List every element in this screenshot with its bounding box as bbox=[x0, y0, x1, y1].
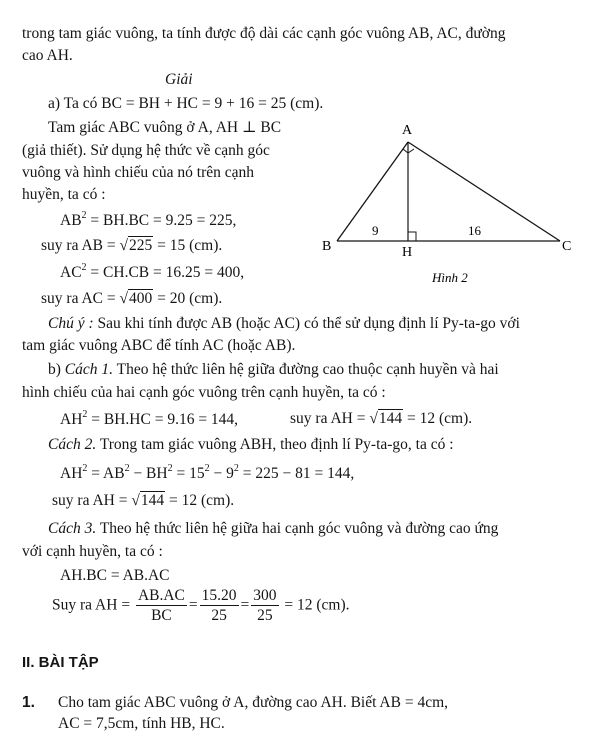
cach1-result bbox=[290, 409, 472, 428]
ab-sq-lhs: AB bbox=[60, 212, 82, 229]
exponent: 2 bbox=[81, 210, 87, 221]
exponent: 2 bbox=[82, 409, 88, 420]
cach2-text: Trong tam giác vuông ABH, theo định lí Py-ta-go, ta có : bbox=[96, 436, 454, 453]
para1-line-1: Tam giác ABC vuông ở A, AH ⊥ BC bbox=[48, 119, 282, 136]
ab-sq-rhs: = BH.BC = 9.25 = 225, bbox=[86, 212, 237, 229]
vertex-a-label: A bbox=[402, 123, 413, 138]
c2-result-post: = 12 (cm). bbox=[165, 492, 235, 509]
exponent: 2 bbox=[124, 463, 130, 474]
ab-result bbox=[41, 236, 222, 255]
vertex-c-label: C bbox=[562, 239, 572, 254]
ab-result-post: = 15 (cm). bbox=[153, 237, 223, 254]
ac-sq-rhs: = CH.CB = 16.25 = 400, bbox=[86, 264, 245, 281]
ac-radicand: 400 bbox=[129, 290, 153, 307]
cach1-equation bbox=[60, 409, 238, 429]
part-a-line: a) Ta có BC = BH + HC = 9 + 16 = 25 (cm). bbox=[48, 95, 324, 112]
exercises-heading: II. BÀI TẬP bbox=[22, 654, 99, 671]
part-b-prefix: b) bbox=[48, 361, 65, 378]
cach1-label: Cách 1. bbox=[64, 361, 114, 378]
cach3-text: Theo hệ thức liên hệ giữa hai cạnh góc vuông và đường cao ứng bbox=[96, 520, 499, 537]
c3-result-pre: Suy ra AH = bbox=[52, 596, 134, 614]
c1-radicand: 144 bbox=[378, 410, 403, 427]
exponent: 2 bbox=[233, 463, 239, 474]
exponent: 2 bbox=[82, 463, 88, 474]
fraction-numerator: 15.20 bbox=[200, 586, 239, 606]
fraction bbox=[200, 586, 239, 626]
cach2-label: Cách 2. bbox=[48, 436, 97, 453]
segment-hc-length: 16 bbox=[468, 223, 481, 238]
para1-line-3: vuông và hình chiếu của nó trên cạnh bbox=[22, 164, 254, 181]
equals-sign: = bbox=[240, 596, 250, 614]
sqrt-symbol: √144 bbox=[131, 492, 165, 509]
note-text: Sau khi tính được AB (hoặc AC) có thể sử dụng định lí Py-ta-go với bbox=[93, 315, 520, 332]
fraction bbox=[251, 586, 278, 626]
fraction-denominator: 25 bbox=[211, 607, 227, 625]
cach2-equation bbox=[60, 463, 354, 483]
exercise-line-2: AC = 7,5cm, tính HB, HC. bbox=[58, 715, 225, 732]
figure-caption: Hình 2 bbox=[432, 270, 468, 285]
triangle-figure bbox=[310, 118, 580, 290]
fraction-denominator: BC bbox=[151, 607, 172, 625]
c1-lhs: AH bbox=[60, 411, 83, 428]
ab-squared-equation bbox=[60, 210, 236, 230]
c2-result-pre: suy ra AH = bbox=[52, 492, 132, 509]
c3-result-post: = 12 (cm). bbox=[280, 596, 350, 614]
fraction-numerator: 300 bbox=[251, 586, 278, 606]
equals-sign: = bbox=[188, 596, 198, 614]
para1-line-4: huyền, ta có : bbox=[22, 186, 106, 203]
c2-radicand: 144 bbox=[140, 492, 165, 509]
ac-result-pre: suy ra AC = bbox=[41, 290, 120, 307]
c1-result-pre: suy ra AH = bbox=[290, 410, 370, 427]
c2-eq-part: = AB bbox=[87, 465, 125, 482]
cach3-result bbox=[52, 586, 350, 626]
vertex-b-label: B bbox=[322, 239, 332, 254]
c2-eq-part: − BH bbox=[129, 465, 168, 482]
cach3-label: Cách 3. bbox=[48, 520, 97, 537]
sqrt-symbol: √400 bbox=[119, 290, 153, 307]
ac-sq-lhs: AC bbox=[60, 264, 82, 281]
c1-result-post: = 12 (cm). bbox=[403, 410, 473, 427]
intro-line-2: cao AH. bbox=[22, 47, 73, 64]
exponent: 2 bbox=[204, 463, 210, 474]
fraction-denominator: 25 bbox=[257, 607, 273, 625]
c1-rhs: = BH.HC = 9.16 = 144, bbox=[87, 411, 239, 428]
fraction-numerator: AB.AC bbox=[136, 586, 187, 606]
note-line-1 bbox=[48, 314, 520, 333]
ab-result-pre: suy ra AB = bbox=[41, 237, 120, 254]
vertex-h-label: H bbox=[402, 245, 413, 260]
cach3-line-2: với cạnh huyền, ta có : bbox=[22, 543, 163, 560]
exponent: 2 bbox=[167, 463, 173, 474]
ab-radicand: 225 bbox=[129, 237, 153, 254]
right-angle-mark-h bbox=[408, 232, 416, 241]
part-b-text: Theo hệ thức liên hệ giữa đường cao thuộc cạnh huyền và hai bbox=[113, 361, 499, 378]
note-line-2: tam giác vuông ABC để tính AC (hoặc AB). bbox=[22, 337, 296, 354]
sqrt-symbol: √225 bbox=[119, 237, 153, 254]
intro-line-1: trong tam giác vuông, ta tính được độ dài các cạnh góc vuông AB, AC, đường bbox=[22, 25, 506, 42]
ac-squared-equation bbox=[60, 262, 244, 282]
c2-eq-part: = 15 bbox=[172, 465, 205, 482]
c2-eq-part: − 9 bbox=[209, 465, 234, 482]
ac-result-post: = 20 (cm). bbox=[153, 290, 223, 307]
part-b-line-1 bbox=[48, 360, 499, 379]
exercise-line-1: Cho tam giác ABC vuông ở A, đường cao AH. Biết AB = 4cm, bbox=[58, 694, 449, 711]
side-ac bbox=[408, 142, 560, 241]
ac-result bbox=[41, 289, 222, 308]
note-label: Chú ý : bbox=[48, 315, 94, 332]
segment-bh-length: 9 bbox=[372, 223, 379, 238]
cach3-line-1 bbox=[48, 519, 498, 538]
exercise-number: 1. bbox=[22, 694, 35, 711]
c2-eq-part: AH bbox=[60, 465, 83, 482]
exponent: 2 bbox=[81, 262, 87, 273]
c2-eq-part: = 225 − 81 = 144, bbox=[238, 465, 355, 482]
solution-title: Giải bbox=[165, 71, 193, 88]
part-b-line-2: hình chiếu của hai cạnh góc vuông trên cạnh huyền, ta có : bbox=[22, 384, 386, 401]
cach2-result bbox=[52, 491, 234, 510]
fraction bbox=[136, 586, 187, 626]
sqrt-symbol: √144 bbox=[369, 410, 403, 427]
para1-line-2: (giả thiết). Sử dụng hệ thức về cạnh góc bbox=[22, 142, 270, 159]
cach3-equation: AH.BC = AB.AC bbox=[60, 567, 170, 584]
cach2-line bbox=[48, 435, 454, 454]
